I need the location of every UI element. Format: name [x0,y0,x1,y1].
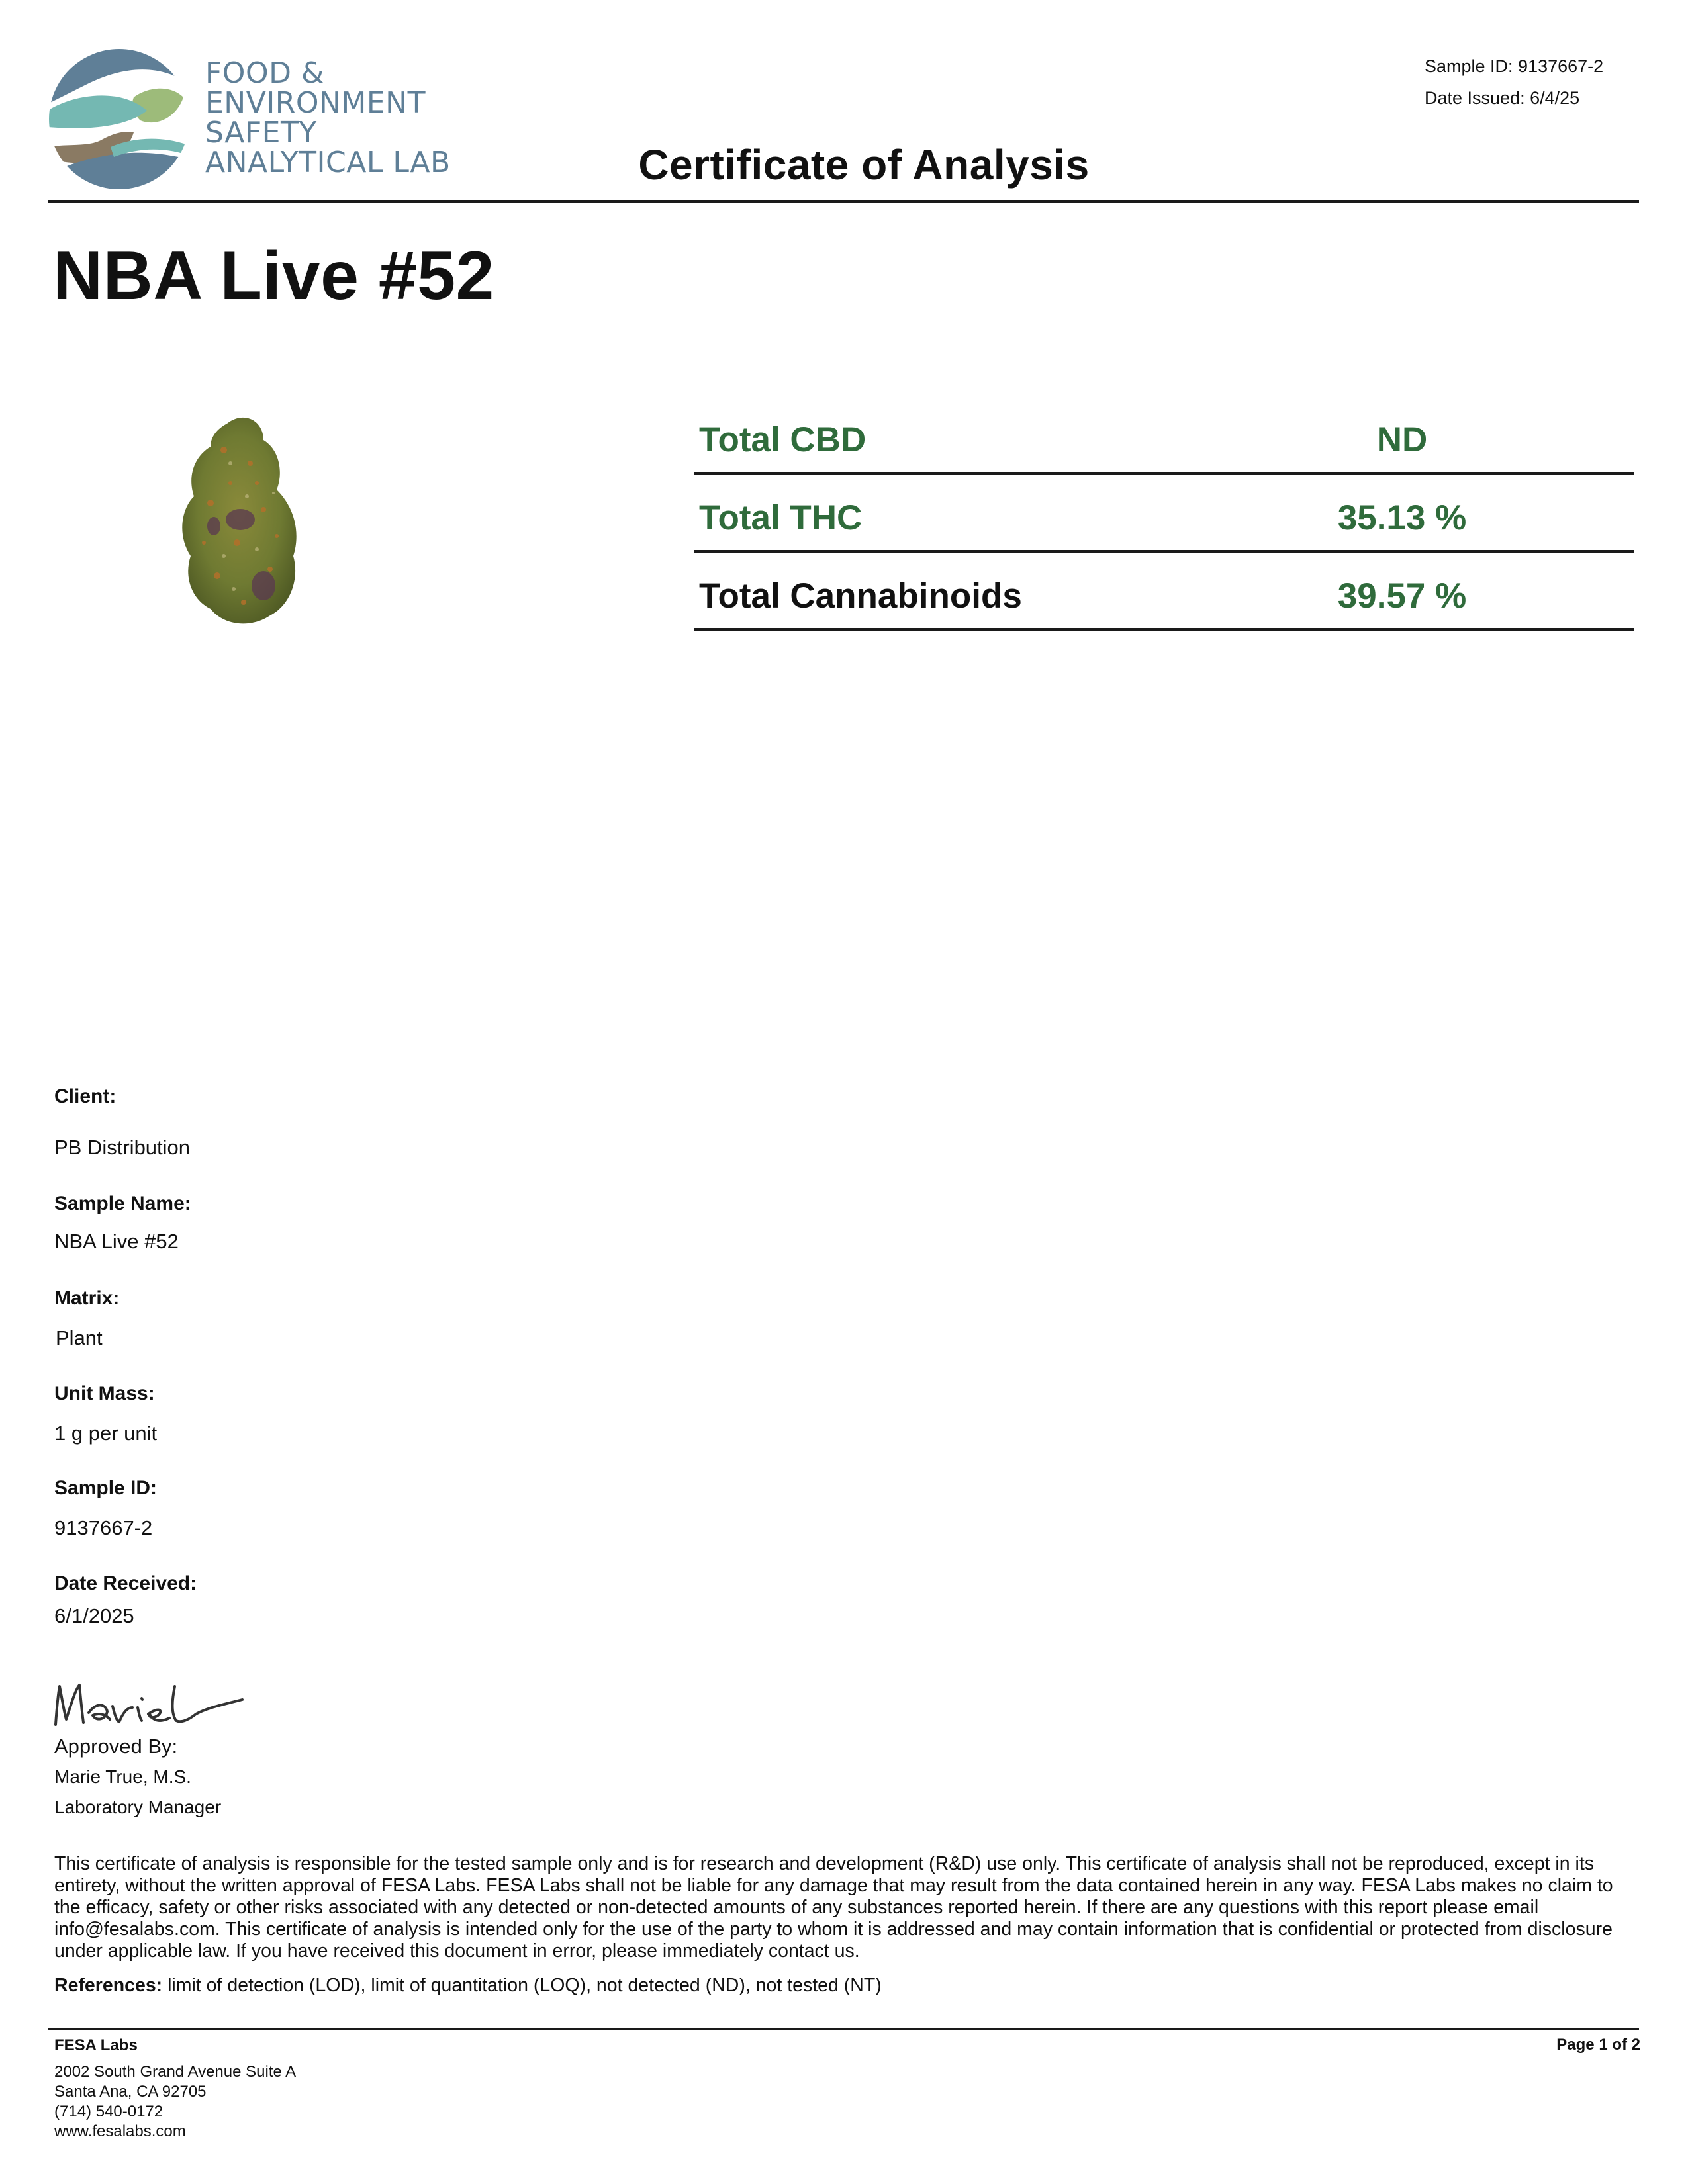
potency-summary-table [694,397,1634,631]
page-title: Certificate of Analysis [638,141,1090,189]
footer-website[interactable]: www.fesalabs.com [54,2122,186,2140]
logo-line: ENVIRONMENT [205,86,426,120]
sample-id-header: Sample ID: 9137667-2 [1425,56,1604,76]
footer-company: FESA Labs [54,2036,138,2054]
logo-line: SAFETY [205,116,317,150]
footer-address-line1: 2002 South Grand Avenue Suite A [54,2063,297,2081]
unit-mass-value: 1 g per unit [54,1422,158,1445]
references-text: limit of detection (LOD), limit of quantitation (LOQ), not detected (ND), not tested (NT) [162,1975,882,1996]
logo-line: ANALYTICAL LAB [205,146,451,179]
header-divider [48,200,1639,203]
summary-label: Total CBD [699,420,867,459]
logo-line: FOOD & [205,56,324,90]
sample-id-label: Sample ID: [54,1477,158,1499]
footer-address-line2: Santa Ana, CA 92705 [54,2083,207,2101]
summary-label: Total THC [699,498,863,537]
references [54,1975,882,1997]
summary-label: Total Cannabinoids [699,576,1022,615]
sample-name-label: Sample Name: [54,1193,191,1214]
summary-value: ND [1376,420,1428,459]
page-number: Page 1 of 2 [1556,2036,1640,2054]
approval-block [54,1731,221,1823]
document-meta [1425,50,1630,114]
approved-by-label: Approved By: [54,1735,178,1758]
footer-phone: (714) 540-0172 [54,2103,164,2120]
footer-address [54,2036,296,2142]
disclaimer-text: This certificate of analysis is responsible for the tested sample only and is for research and development (R&D) use only. This certificate of analysis shall not be reproduced, except in its entirety, without the written approval of FESA Labs. FESA Labs shall not be liable for any damage that may result from the data contained herein in any way. FESA Labs makes no claim to the efficacy, safety or other risks associated with any detected or non-detected amounts of any substances reported herein. If there are any questions with this report please email info@fesalabs.com. This certificate of analysis is intended only for the use of the party to whom it is addressed and may contain information that is confidential or protected from disclosure under applicable law. If you have received this document in error, please immediately contact us. [54,1853,1613,1962]
approver-title: Laboratory Manager [54,1797,222,1817]
date-received-value: 6/1/2025 [54,1604,134,1627]
signature-image [49,1666,254,1733]
date-received-label: Date Received: [54,1572,197,1594]
summary-value: 35.13 % [1337,498,1467,537]
product-title: NBA Live #52 [53,238,494,314]
references-label: References: [54,1975,163,1996]
client-label: Client: [54,1085,117,1107]
footer-divider [48,2028,1639,2030]
approver-name: Marie True, M.S. [54,1766,191,1787]
sample-id-value: 9137667-2 [54,1516,153,1539]
sample-name-value: NBA Live #52 [54,1230,179,1253]
summary-row-total-cbd [694,397,1634,475]
product-photo [164,410,330,632]
summary-value: 39.57 % [1337,576,1467,615]
client-value: PB Distribution [54,1136,191,1159]
matrix-label: Matrix: [54,1287,120,1309]
unit-mass-label: Unit Mass: [54,1383,155,1404]
summary-row-total-cannabinoids [694,553,1634,631]
summary-row-total-thc [694,475,1634,553]
date-issued: Date Issued: 6/4/25 [1425,88,1580,108]
matrix-value: Plant [56,1326,103,1349]
